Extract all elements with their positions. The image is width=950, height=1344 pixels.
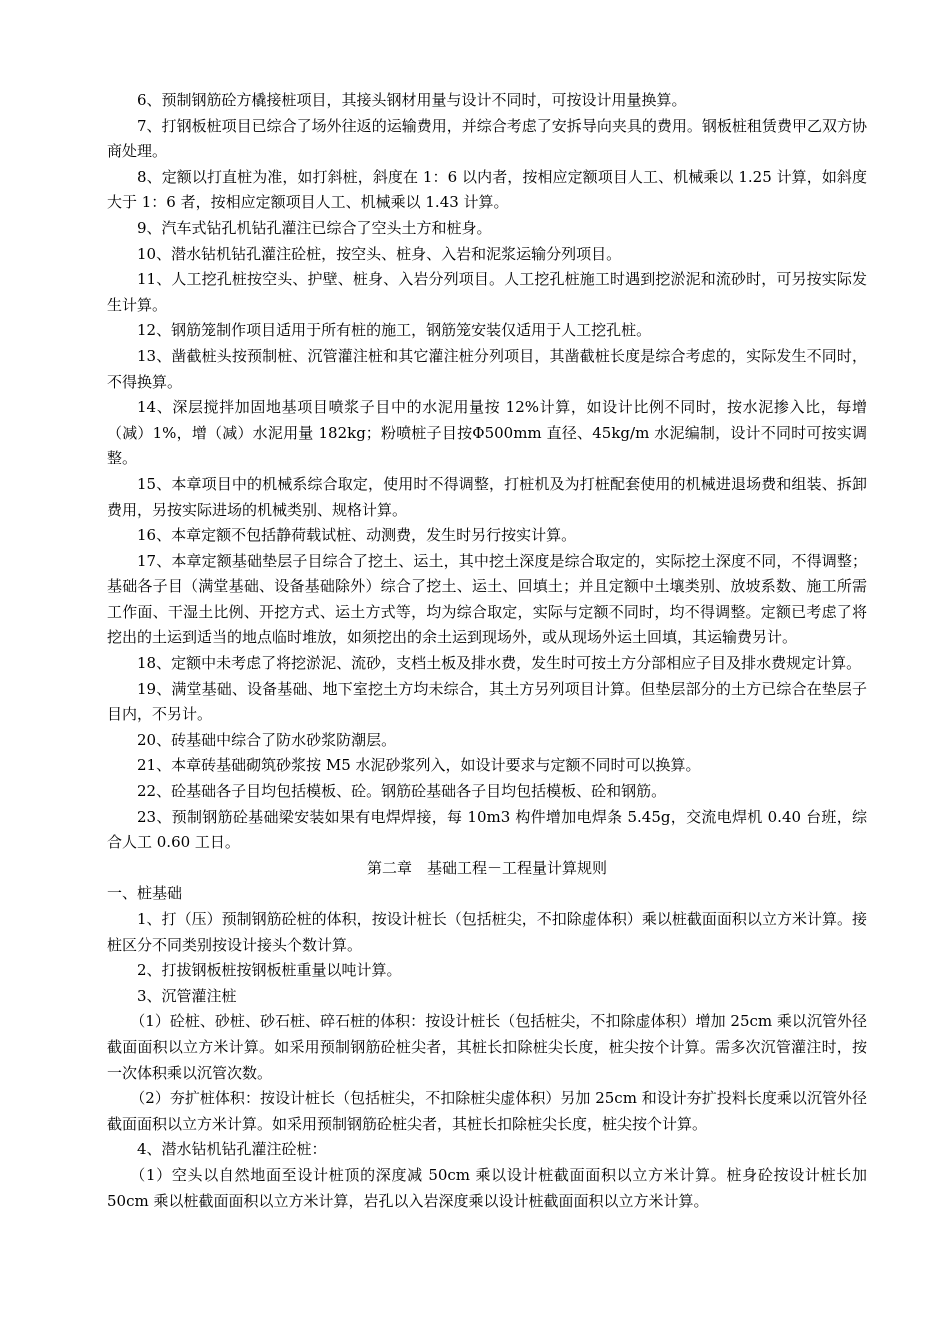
paragraph-item-7: 7、打钢板桩项目已综合了场外往返的运输费用，并综合考虑了安拆导向夹具的费用。钢板桩租赁费甲乙双方协商处理。 bbox=[107, 116, 867, 161]
paragraph-item-9: 9、汽车式钻孔机钻孔灌注已综合了空头土方和桩身。 bbox=[137, 218, 492, 237]
rule-paragraph-1: 1、打（压）预制钢筋砼桩的体积，按设计桩长（包括桩尖，不扣除虚体积）乘以桩截面面积以立方米计算。接桩区分不同类别按设计接头个数计算。 bbox=[107, 910, 867, 954]
rule-paragraph-3-2: （2）夯扩桩体积：按设计桩长（包括桩尖，不扣除桩尖虚体积）另加 25cm 和设计夯扩投料长度乘以沉管外径截面面积以立方米计算。如采用预制钢筋砼桩尖者，其桩长扣除桩尖长度，桩尖按个计算。 bbox=[107, 1089, 867, 1133]
paragraph-item-19: 19、满堂基础、设备基础、地下室挖土方均未综合，其土方另列项目计算。但垫层部分的土方已综合在垫层子目内，不另计。 bbox=[107, 679, 867, 724]
section-title: 一、桩基础 bbox=[107, 884, 183, 903]
paragraph-item-20: 20、砖基础中综合了防水砂浆防潮层。 bbox=[137, 730, 397, 749]
paragraph-item-10: 10、潜水钻机钻孔灌注砼桩，按空头、桩身、入岩和泥浆运输分列项目。 bbox=[137, 244, 622, 263]
paragraph-item-18: 18、定额中未考虑了将挖淤泥、流砂，支档土板及排水费，发生时可按土方分部相应子目及排水费规定计算。 bbox=[137, 654, 862, 673]
paragraph-item-21: 21、本章砖基础砌筑砂浆按 M5 水泥砂浆列入，如设计要求与定额不同时可以换算。 bbox=[137, 756, 701, 775]
rule-paragraph-4-1: （1）空头以自然地面至设计桩顶的深度减 50cm 乘以设计桩截面面积以立方米计算。桩身砼按设计桩长加 50cm 乘以桩截面面积以立方米计算，岩孔以入岩深度乘以设计桩截面面积以立方米计算。 bbox=[107, 1165, 867, 1210]
paragraph-item-13: 13、凿截桩头按预制桩、沉管灌注桩和其它灌注桩分列项目，其凿截桩长度是综合考虑的，实际发生不同时，不得换算。 bbox=[107, 346, 867, 391]
rule-paragraph-2: 2、打拔钢板桩按钢板桩重量以吨计算。 bbox=[137, 961, 402, 980]
paragraph-item-22: 22、砼基础各子目均包括模板、砼。钢筋砼基础各子目均包括模板、砼和钢筋。 bbox=[137, 782, 667, 801]
paragraph-item-6: 6、预制钢筋砼方橇接桩项目，其接头钢材用量与设计不同时，可按设计用量换算。 bbox=[137, 91, 687, 109]
paragraph-item-8: 8、定额以打直桩为准，如打斜桩，斜度在 1：6 以内者，按相应定额项目人工、机械乘以 1.25 计算，如斜度大于 1：6 者，按相应定额项目人工、机械乘以 1.43 计算。 bbox=[107, 167, 867, 212]
paragraph-item-11: 11、人工挖孔桩按空头、护壁、桩身、入岩分列项目。人工挖孔桩施工时遇到挖淤泥和流砂时，可另按实际发生计算。 bbox=[107, 270, 867, 314]
paragraph-item-12: 12、钢筋笼制作项目适用于所有桩的施工，钢筋笼安装仅适用于人工挖孔桩。 bbox=[137, 321, 652, 340]
rule-paragraph-3: 3、沉管灌注桩 bbox=[137, 986, 237, 1005]
paragraph-item-15: 15、本章项目中的机械系综合取定，使用时不得调整，打桩机及为打桩配套使用的机械进退场费和组装、拆卸费用，另按实际进场的机械类别、规格计算。 bbox=[107, 474, 867, 519]
rule-paragraph-4: 4、潜水钻机钻孔灌注砼桩： bbox=[137, 1140, 327, 1159]
paragraph-item-23: 23、预制钢筋砼基础梁安装如果有电焊焊接，每 10m3 构件增加电焊条 5.45g，交流电焊机 0.40 台班，综合人工 0.60 工日。 bbox=[107, 807, 867, 852]
document-page bbox=[107, 88, 867, 1214]
paragraph-item-14: 14、深层搅拌加固地基项目喷浆子目中的水泥用量按 12%计算，如设计比例不同时，按水泥掺入比，每增（减）1%，增（减）水泥用量 182kg；粉喷桩子目按Φ500mm 直径、45kg/m 水泥编制，设计不同时可按实调整。 bbox=[107, 398, 867, 468]
paragraph-item-17: 17、本章定额基础垫层子目综合了挖土、运土，其中挖土深度是综合取定的，实际挖土深度不同，不得调整；基础各子目（满堂基础、设备基础除外）综合了挖土、运土、回填土；并且定额中土壤类别、放坡系数、施工所需工作面、干湿土比例、开挖方式、运土方式等，均为综合取定，实际与定额不同时，均不得调整。定额已考虑了将挖出的土运到适当的地点临时堆放，如须挖出的余土运到现场外，或从现场外运土回填，其运输费另计。 bbox=[107, 551, 867, 647]
chapter-title: 第二章 基础工程－工程量计算规则 bbox=[366, 858, 607, 877]
rule-paragraph-3-1: （1）砼桩、砂桩、砂石桩、碎石桩的体积：按设计桩长（包括桩尖，不扣除虚体积）增加 25cm 乘以沉管外径截面面积以立方米计算。如采用预制钢筋砼桩尖者，其桩长扣除桩尖长度，桩尖按个计算。需多次沉管灌注时，按一次体积乘以沉管次数。 bbox=[107, 1012, 867, 1082]
paragraph-item-16: 16、本章定额不包括静荷载试桩、动测费，发生时另行按实计算。 bbox=[137, 526, 577, 545]
